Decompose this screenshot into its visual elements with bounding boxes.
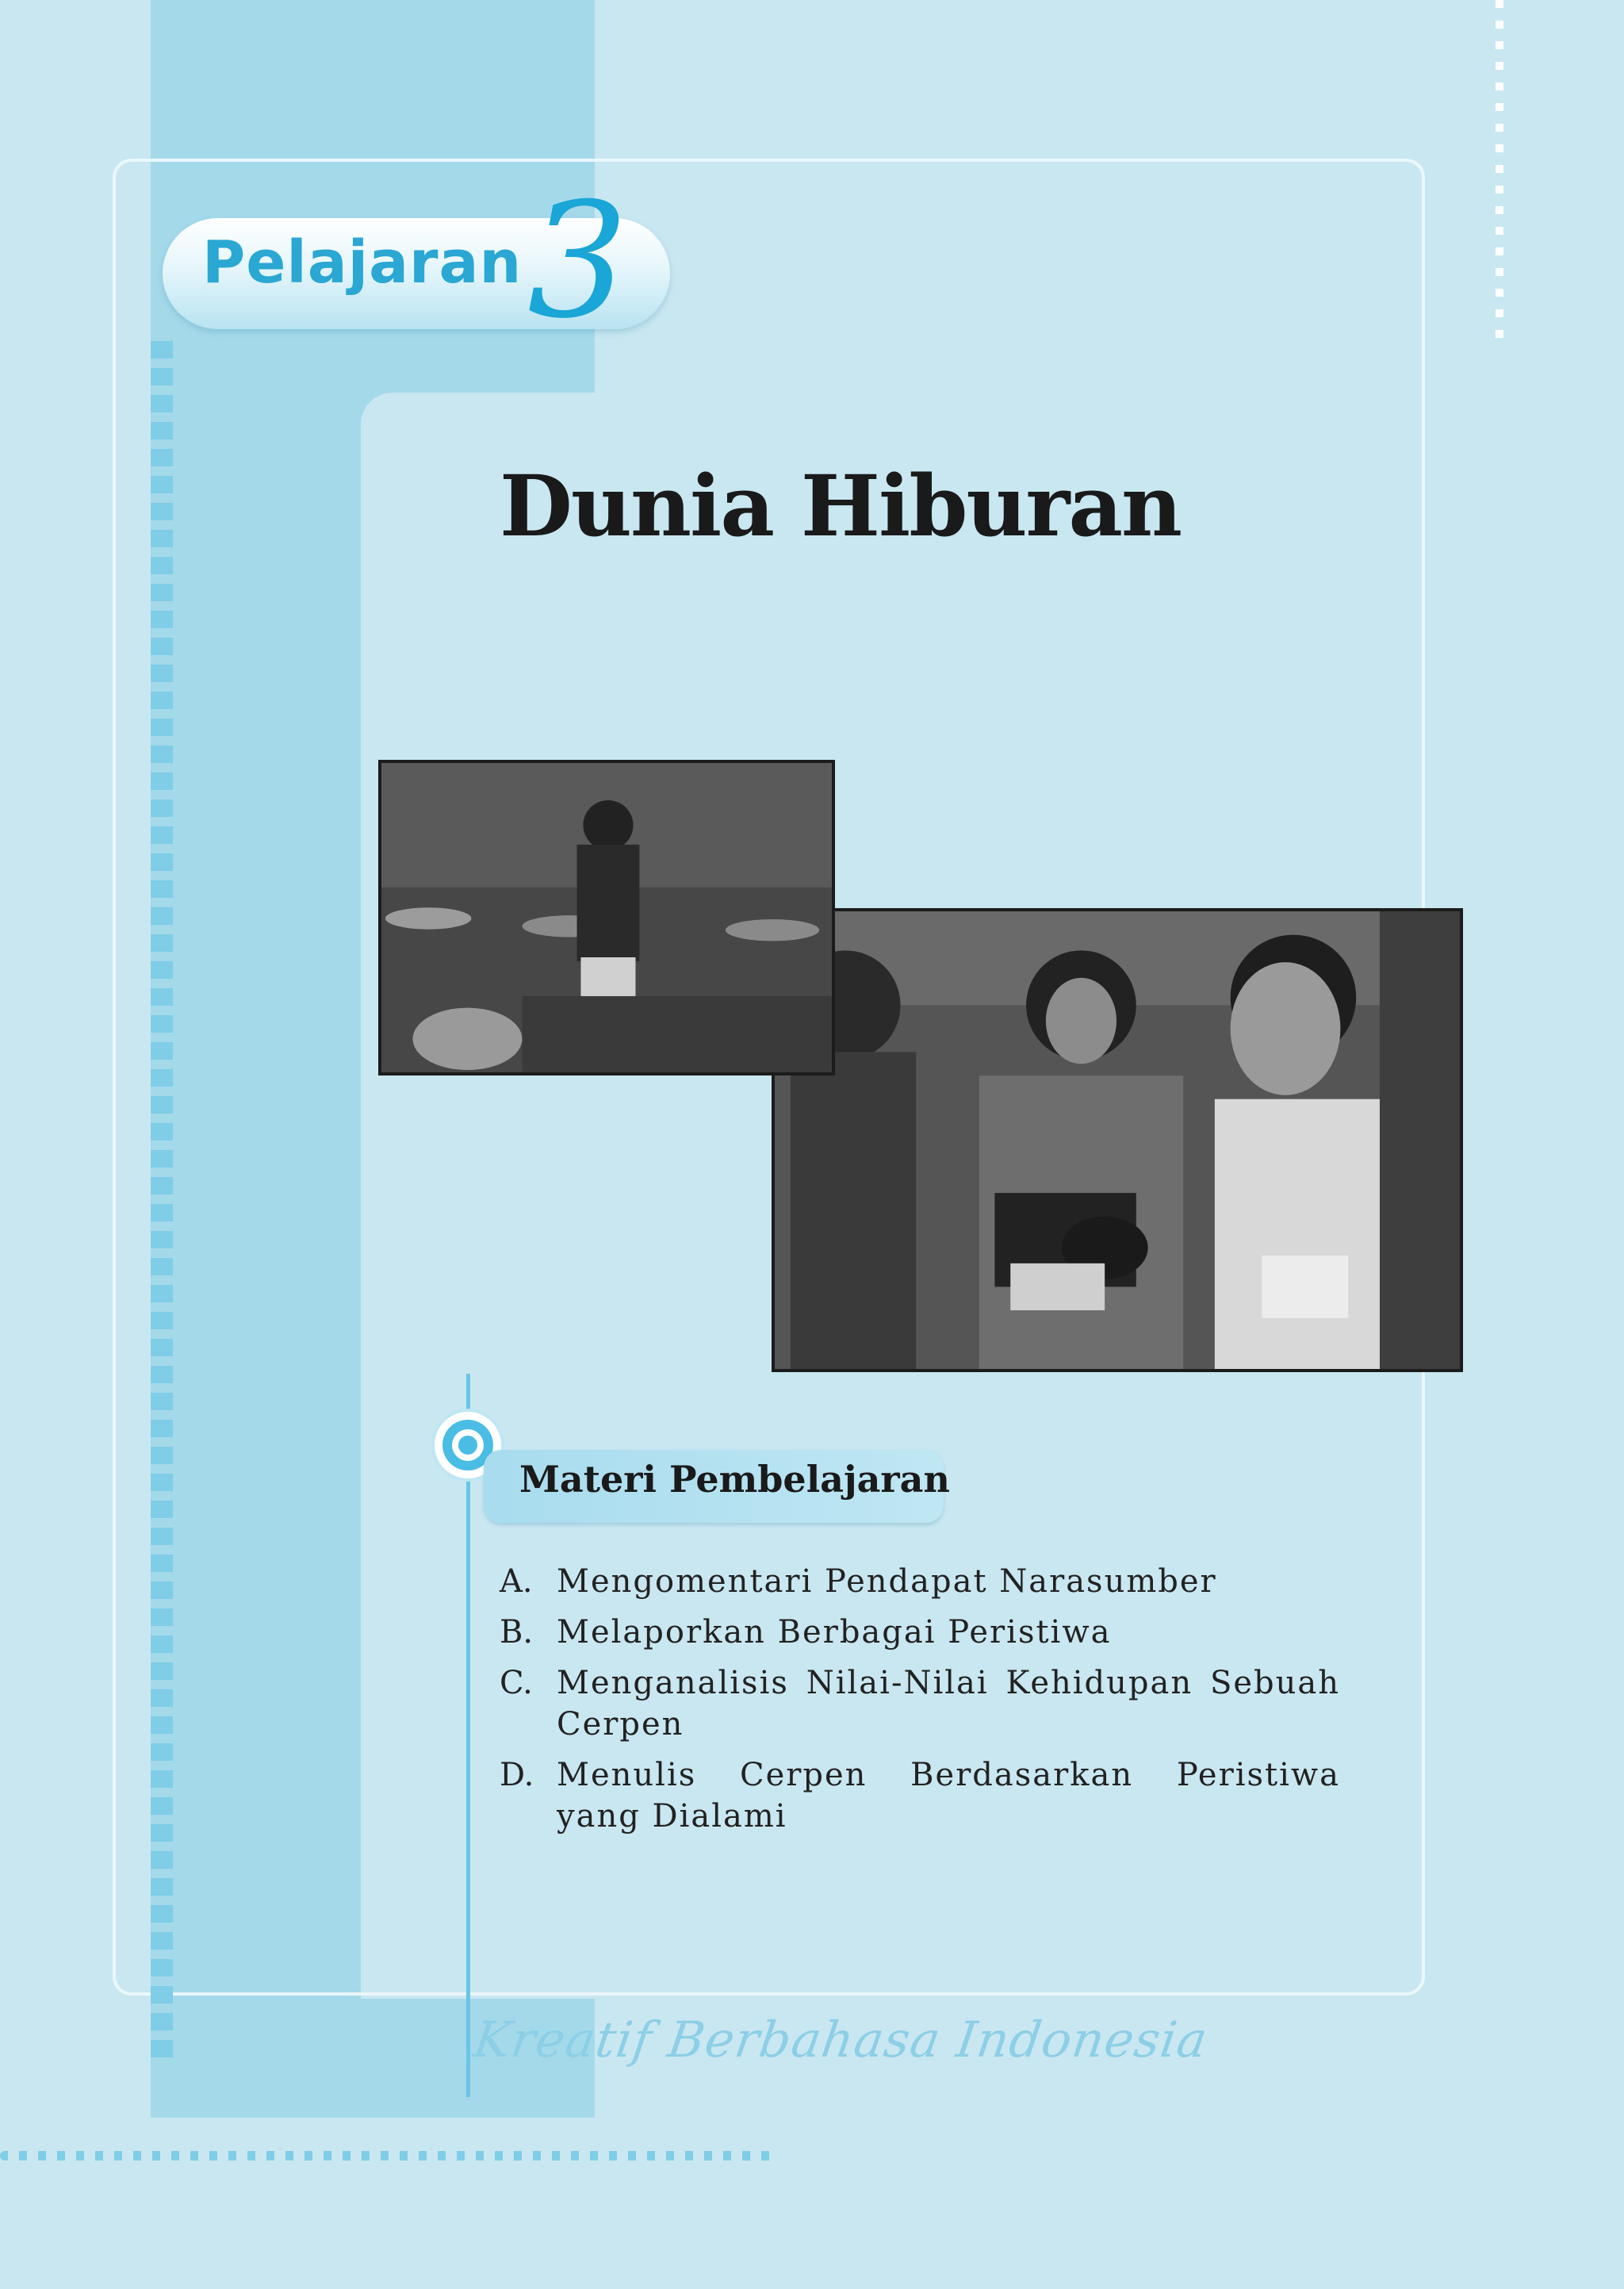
square-marker: [151, 719, 173, 736]
list-item: [500, 1754, 1340, 1837]
footer-brand: Kreatif Berbahasa Indonesia: [469, 2011, 1212, 2069]
list-item-letter: B.: [500, 1614, 534, 1651]
square-marker: [151, 476, 173, 493]
square-marker: [151, 1420, 173, 1437]
square-marker: [151, 1285, 173, 1302]
square-marker: [151, 934, 173, 952]
list-item: [500, 1662, 1340, 1745]
square-marker: [151, 1851, 173, 1869]
square-marker: [151, 557, 173, 574]
page-title: Dunia Hiburan: [500, 456, 1182, 555]
square-marker: [151, 961, 173, 979]
square-marker: [151, 1528, 173, 1545]
square-marker: [151, 692, 173, 709]
materi-heading: Materi Pembelajaran: [519, 1458, 950, 1501]
square-marker: [151, 1959, 173, 1977]
square-marker: [151, 1555, 173, 1572]
square-marker: [151, 1393, 173, 1410]
square-marker: [151, 368, 173, 385]
square-marker: [151, 503, 173, 520]
square-marker: [151, 907, 173, 925]
square-marker: [151, 1312, 173, 1329]
square-marker: [151, 1474, 173, 1491]
square-marker: [151, 1069, 173, 1087]
square-marker: [151, 1689, 173, 1707]
chapter-label: Pelajaran: [202, 228, 523, 297]
square-marker: [151, 1878, 173, 1896]
square-marker: [151, 1932, 173, 1950]
square-marker: [151, 1582, 173, 1599]
square-marker: [151, 799, 173, 817]
square-marker: [151, 449, 173, 466]
square-marker: [151, 1042, 173, 1060]
square-marker: [151, 1366, 173, 1383]
square-marker: [151, 1608, 173, 1626]
top-right-dotted-line: [1496, 0, 1503, 349]
square-marker: [151, 746, 173, 763]
square-marker: [151, 1258, 173, 1275]
list-item-letter: C.: [500, 1665, 533, 1701]
interview-photo: [772, 908, 1463, 1372]
list-item: [500, 1612, 1340, 1653]
materi-list: [500, 1561, 1340, 1846]
list-item-text: Melaporkan Berbagai Peristiwa: [557, 1614, 1112, 1651]
square-marker: [151, 1770, 173, 1788]
square-marker: [151, 422, 173, 439]
square-marker: [151, 773, 173, 790]
square-marker: [151, 638, 173, 655]
list-item: [500, 1561, 1340, 1602]
square-marker: [151, 1123, 173, 1141]
square-marker: [151, 1716, 173, 1734]
square-marker: [151, 1635, 173, 1653]
square-marker: [151, 1204, 173, 1221]
square-marker: [151, 1905, 173, 1923]
square-marker: [151, 1150, 173, 1168]
square-marker: [151, 1096, 173, 1114]
chapter-number: 3: [527, 169, 629, 354]
square-marker: [151, 880, 173, 898]
square-marker: [151, 1447, 173, 1464]
list-item-text: Mengomentari Pendapat Narasumber: [557, 1563, 1217, 1600]
square-marker: [151, 2040, 173, 2057]
section-vertical-line: [466, 1374, 470, 2097]
square-marker: [151, 395, 173, 412]
concert-photo: [378, 760, 835, 1075]
square-marker: [151, 2013, 173, 2030]
square-marker: [151, 1231, 173, 1248]
square-marker: [151, 1986, 173, 2003]
left-square-markers: [151, 341, 178, 2102]
square-marker: [151, 988, 173, 1006]
square-marker: [151, 1743, 173, 1761]
square-marker: [151, 1015, 173, 1033]
square-marker: [151, 826, 173, 844]
list-item-letter: A.: [500, 1563, 533, 1600]
list-item-text: Menulis Cerpen Berdasarkan Peristiwa yang Dialami: [557, 1757, 1340, 1835]
square-marker: [151, 665, 173, 682]
square-marker: [151, 1339, 173, 1356]
square-marker: [151, 1797, 173, 1815]
square-marker: [151, 584, 173, 601]
square-marker: [151, 611, 173, 628]
square-marker: [151, 1177, 173, 1194]
square-marker: [151, 1662, 173, 1680]
square-marker: [151, 1824, 173, 1842]
list-item-letter: D.: [500, 1757, 534, 1793]
square-marker: [151, 853, 173, 871]
square-marker: [151, 530, 173, 547]
square-marker: [151, 341, 173, 358]
bottom-dotted-line: [0, 2151, 777, 2161]
list-item-text: Menganalisis Nilai-Nilai Kehidupan Sebuah Cerpen: [557, 1665, 1340, 1743]
square-marker: [151, 1501, 173, 1518]
